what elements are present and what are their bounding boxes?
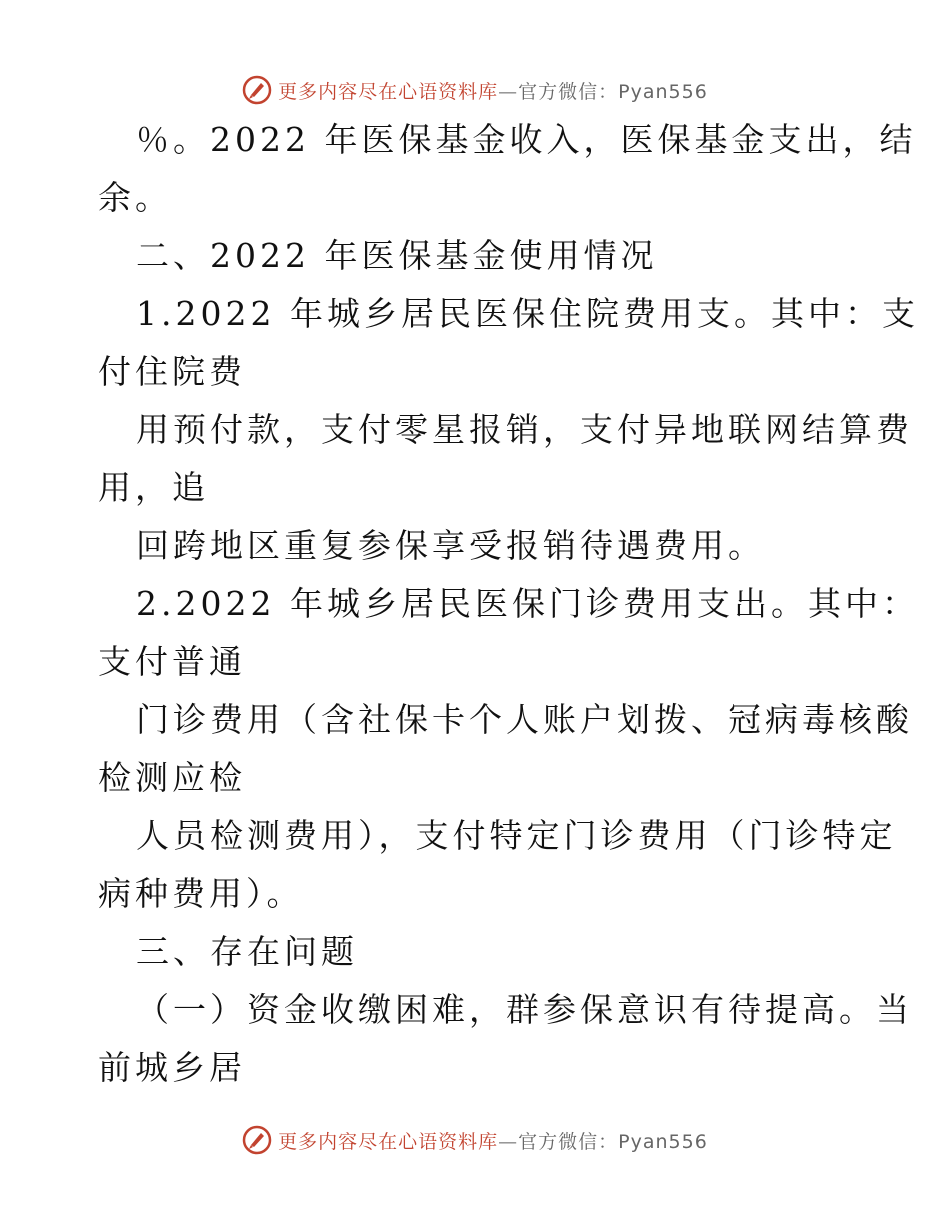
paragraph-line: 2.2022 年城乡居民医保门诊费用支出。其中： — [136, 584, 919, 623]
header-brand-text: 更多内容尽在心语资料库 — [278, 80, 499, 103]
footer-contact-text: 官方微信：Pyan556 — [518, 1130, 708, 1153]
header-contact-text: 官方微信：Pyan556 — [518, 80, 708, 103]
paragraph-line: 病种费用）。 — [98, 874, 304, 913]
paragraph-line: 付住院费 — [98, 352, 246, 391]
paragraph-line: 检测应检 — [98, 758, 246, 797]
section-heading: 三、存在问题 — [136, 932, 358, 971]
paragraph-line: 门诊费用（含社保卡个人账户划拨、冠病毒核酸 — [136, 700, 913, 739]
paragraph-line: 1.2022 年城乡居民医保住院费用支。其中：支 — [136, 294, 919, 333]
paragraph-line: 支付普通 — [98, 642, 246, 681]
paragraph-line: 前城乡居 — [98, 1048, 246, 1087]
header-separator: — — [498, 80, 519, 103]
footer-separator: — — [498, 1130, 519, 1153]
footer-brand-text: 更多内容尽在心语资料库 — [278, 1130, 499, 1153]
brand-logo-icon — [242, 1125, 272, 1155]
section-heading: 二、2022 年医保基金使用情况 — [136, 236, 658, 275]
paragraph-line: 余。 — [98, 178, 172, 217]
header-watermark — [0, 70, 950, 110]
paragraph-line: 回跨地区重复参保享受报销待遇费用。 — [136, 526, 765, 565]
paragraph-line: 人员检测费用），支付特定门诊费用（门诊特定 — [136, 816, 897, 855]
footer-watermark — [0, 1120, 950, 1160]
brand-logo-icon — [242, 75, 272, 105]
paragraph-line: ％。2022 年医保基金收入，医保基金支出，结 — [136, 120, 917, 159]
paragraph-line: 用预付款，支付零星报销，支付异地联网结算费 — [136, 410, 913, 449]
paragraph-line: 用，追 — [98, 468, 209, 507]
paragraph-line: （一）资金收缴困难，群参保意识有待提高。当 — [136, 990, 913, 1029]
